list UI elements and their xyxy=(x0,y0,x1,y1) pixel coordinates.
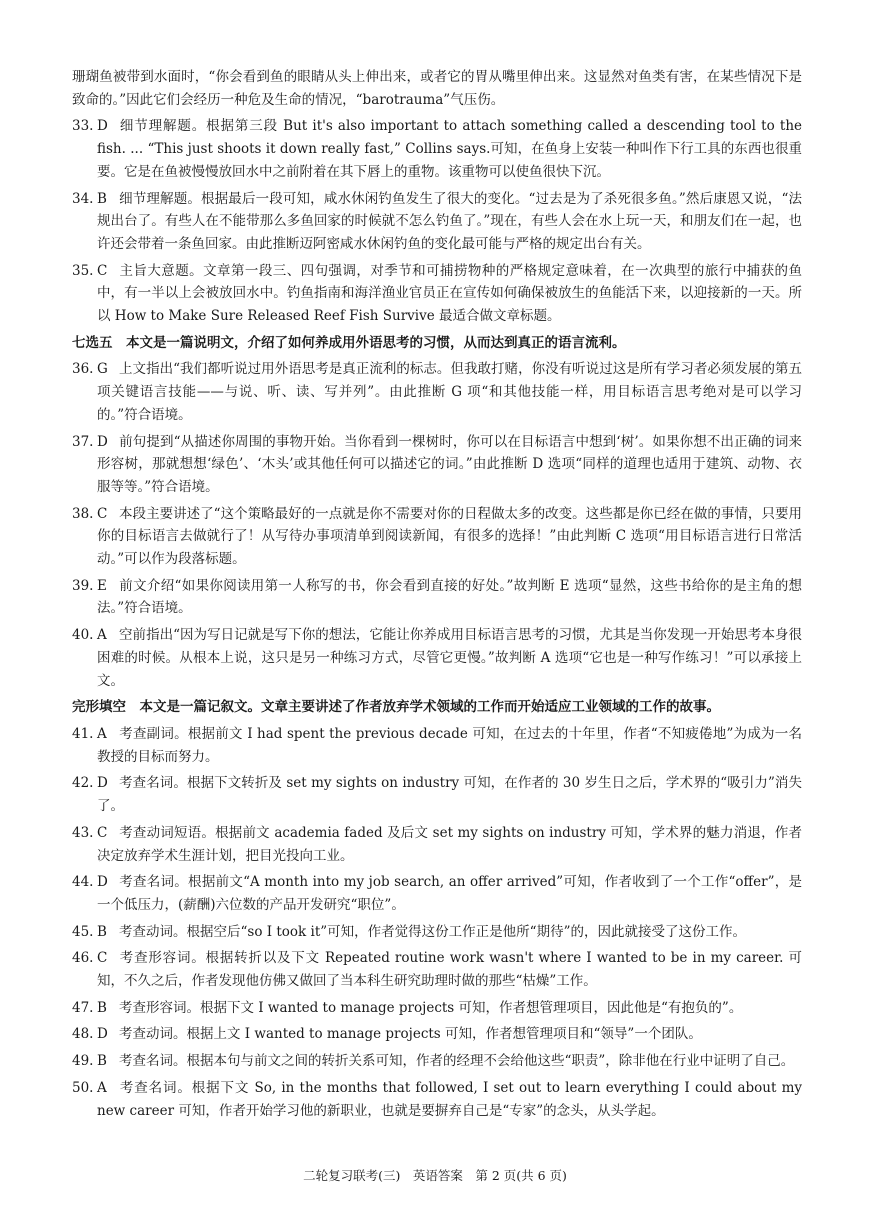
item-answer: A xyxy=(97,1079,107,1096)
item-answer: B xyxy=(97,190,107,207)
item-explanation: 前文介绍“如果你阅读用第一人称写的书，你会看到直接的好处。”故判断 E 选项“显然，这些书给你的是主角的想法。”符合语境。 xyxy=(97,577,802,617)
item-answer: A xyxy=(97,627,107,644)
item-number: 42. xyxy=(72,775,94,792)
item-answer: B xyxy=(97,1053,107,1070)
answer-item-46 xyxy=(72,947,802,992)
item-number: 48. xyxy=(72,1026,94,1043)
item-answer: D xyxy=(97,1026,108,1043)
answer-item-48 xyxy=(72,1023,802,1046)
section-heading-cloze: 完形填空 本文是一篇记叙文。文章主要讲述了作者放弃学术领域的工作而开始适应工业领域的工作的故事。 xyxy=(72,699,720,716)
answer-item-44 xyxy=(72,871,802,916)
answer-item-34 xyxy=(72,188,802,256)
item-answer: D xyxy=(97,118,108,135)
item-answer: B xyxy=(97,923,107,940)
item-explanation: 细节理解题。根据最后一段可知，咸水休闲钓鱼发生了很大的变化。“过去是为了杀死很多鱼。”然后康恩又说，“法规出台了。有些人在不能带那么多鱼回家的时候就不怎么钓鱼了。”现在，有些人会在水上玩一天，和朋友们在一起，也许还会带着一条鱼回家。由此推断迈阿密咸水休闲钓鱼的变化最可能与严格的规定出台有关。 xyxy=(97,190,802,252)
item-explanation: 空前指出“因为写日记就是写下你的想法，它能让你养成用目标语言思考的习惯，尤其是当你发现一开始思考本身很困难的时候。从根本上说，这只是另一种练习方式，尽管它更慢。”故判断 A 选项“它也是一种写作练习！”可以承接上文。 xyxy=(97,627,802,689)
answer-item-33 xyxy=(72,115,802,183)
answer-item-40 xyxy=(72,624,802,692)
item-number: 38. xyxy=(72,505,94,522)
item-answer: A xyxy=(97,725,107,742)
answer-item-37 xyxy=(72,431,802,499)
item-answer: G xyxy=(97,361,108,378)
item-explanation: 考查形容词。根据下文 I wanted to manage projects 可知，作者想管理项目，因此他是“有抱负的”。 xyxy=(119,999,743,1016)
item-answer: C xyxy=(97,824,108,841)
intro-paragraph: 珊瑚鱼被带到水面时，“你会看到鱼的眼睛从头上伸出来，或者它的胃从嘴里伸出来。这显然对鱼类有害，在某些情况下是致命的。”因此它们会经历一种危及生命的情况，“barotrauma”气压伤。 xyxy=(72,69,802,108)
item-explanation: 细节理解题。根据第三段 But it's also important to attach something called a descending tool to the fish. ... “This just shoots it down really fast,” Collins says.可知，在鱼身上安装一种叫作下行工具的东西也很重要。它是在鱼被慢慢放回水中之前附着在其下唇上的重物。该重物可以使鱼很快下沉。 xyxy=(97,118,802,180)
answer-item-47 xyxy=(72,997,802,1020)
answer-item-35 xyxy=(72,260,802,328)
answer-content xyxy=(72,66,802,1126)
item-number: 44. xyxy=(72,874,94,891)
answer-item-36 xyxy=(72,358,802,426)
item-answer: B xyxy=(97,999,107,1016)
item-answer: C xyxy=(97,950,108,967)
item-explanation: 考查形容词。根据转折以及下文 Repeated routine work wasn't where I wanted to be in my career. 可知，不久之后，作者发现他仿佛又做回了当本科生研究助理时做的那些“枯燥”工作。 xyxy=(97,950,802,990)
answer-item-50 xyxy=(72,1077,802,1122)
item-explanation: 前句提到“从描述你周围的事物开始。当你看到一棵树时，你可以在目标语言中想到‘树’。如果你想不出正确的词来形容树，那就想想‘绿色’、‘木头’或其他任何可以描述它的词。”由此推断 D 选项“同样的道理也适用于建筑、动物、衣服等等。”符合语境。 xyxy=(97,433,802,495)
item-answer: E xyxy=(97,577,107,594)
item-explanation: 本段主要讲述了“这个策略最好的一点就是你不需要对你的日程做太多的改变。这些都是你已经在做的事情，只要用你的目标语言去做就行了！从写待办事项清单到阅读新闻，有很多的选择！”由此判断 C 选项“用目标语言进行日常活动。”可以作为段落标题。 xyxy=(97,505,802,568)
answer-item-45 xyxy=(72,921,802,944)
item-number: 46. xyxy=(72,950,94,967)
item-number: 49. xyxy=(72,1053,94,1070)
item-explanation: 考查动词。根据上文 I wanted to manage projects 可知，作者想管理项目和“领导”一个团队。 xyxy=(119,1026,702,1043)
item-number: 35. xyxy=(72,262,94,279)
item-number: 41. xyxy=(72,725,94,742)
item-explanation: 考查名词。根据下文 So, in the months that followed, I set out to learn everything I could about my new career 可知，作者开始学习他的新职业，也就是要摒弃自己是“专家”的念头，从头学起。 xyxy=(97,1079,802,1119)
item-number: 47. xyxy=(72,999,94,1016)
item-number: 45. xyxy=(72,923,94,940)
item-explanation: 主旨大意题。文章第一段三、四句强调，对季节和可捕捞物种的严格规定意味着，在一次典型的旅行中捕获的鱼中，有一半以上会被放回水中。钓鱼指南和海洋渔业官员正在宣传如何确保被放生的鱼能活下来，以迎接新的一天。所以 How to Make Sure Released Reef Fish Survive 最适合做文章标题。 xyxy=(97,262,802,325)
item-explanation: 上文指出“我们都听说过用外语思考是真正流利的标志。但我敢打赌，你没有听说过这是所有学习者必须发展的第五项关键语言技能——与说、听、读、写并列”。由此推断 G 项“和其他技能一样，用目标语言思考绝对是可以学习的。”符合语境。 xyxy=(97,361,802,423)
item-explanation: 考查副词。根据前文 I had spent the previous decade 可知，在过去的十年里，作者“不知疲倦地”为成为一名教授的目标而努力。 xyxy=(97,725,802,765)
item-number: 36. xyxy=(72,361,94,378)
page-footer: 二轮复习联考(三) 英语答案 第 2 页(共 6 页) xyxy=(303,1168,567,1183)
item-number: 43. xyxy=(72,824,94,841)
answer-item-38 xyxy=(72,503,802,571)
item-explanation: 考查动词短语。根据前文 academia faded 及后文 set my sights on industry 可知，学术界的魅力消退，作者决定放弃学术生涯计划，把目光投向工业。 xyxy=(97,824,802,864)
item-number: 50. xyxy=(72,1079,94,1096)
answer-item-49 xyxy=(72,1050,802,1073)
item-number: 34. xyxy=(72,190,94,207)
item-number: 37. xyxy=(72,433,94,450)
item-answer: D xyxy=(97,775,108,792)
item-answer: D xyxy=(97,433,108,450)
section-heading-seven-choose-five: 七选五 本文是一篇说明文，介绍了如何养成用外语思考的习惯，从而达到真正的语言流利。 xyxy=(72,334,626,351)
item-explanation: 考查动词。根据空后“so I took it”可知，作者觉得这份工作正是他所“期待”的，因此就接受了这份工作。 xyxy=(119,923,746,940)
answer-item-39 xyxy=(72,575,802,620)
answer-item-42 xyxy=(72,772,802,817)
item-answer: C xyxy=(97,262,108,279)
item-number: 40. xyxy=(72,627,94,644)
item-explanation: 考查名词。根据本句与前文之间的转折关系可知，作者的经理不会给他这些“职责”，除非他在行业中证明了自己。 xyxy=(119,1053,795,1070)
item-number: 39. xyxy=(72,577,94,594)
item-explanation: 考查名词。根据下文转折及 set my sights on industry 可知，在作者的 30 岁生日之后，学术界的“吸引力”消失了。 xyxy=(97,775,802,815)
item-answer: D xyxy=(97,874,108,891)
answer-item-43 xyxy=(72,822,802,867)
item-explanation: 考查名词。根据前文“A month into my job search, an offer arrived”可知，作者收到了一个工作“offer”，是一个低压力，(薪酬)六位数的产品开发研究“职位”。 xyxy=(97,874,802,913)
item-number: 33. xyxy=(72,118,94,135)
item-answer: C xyxy=(97,505,108,522)
answer-item-41 xyxy=(72,723,802,768)
